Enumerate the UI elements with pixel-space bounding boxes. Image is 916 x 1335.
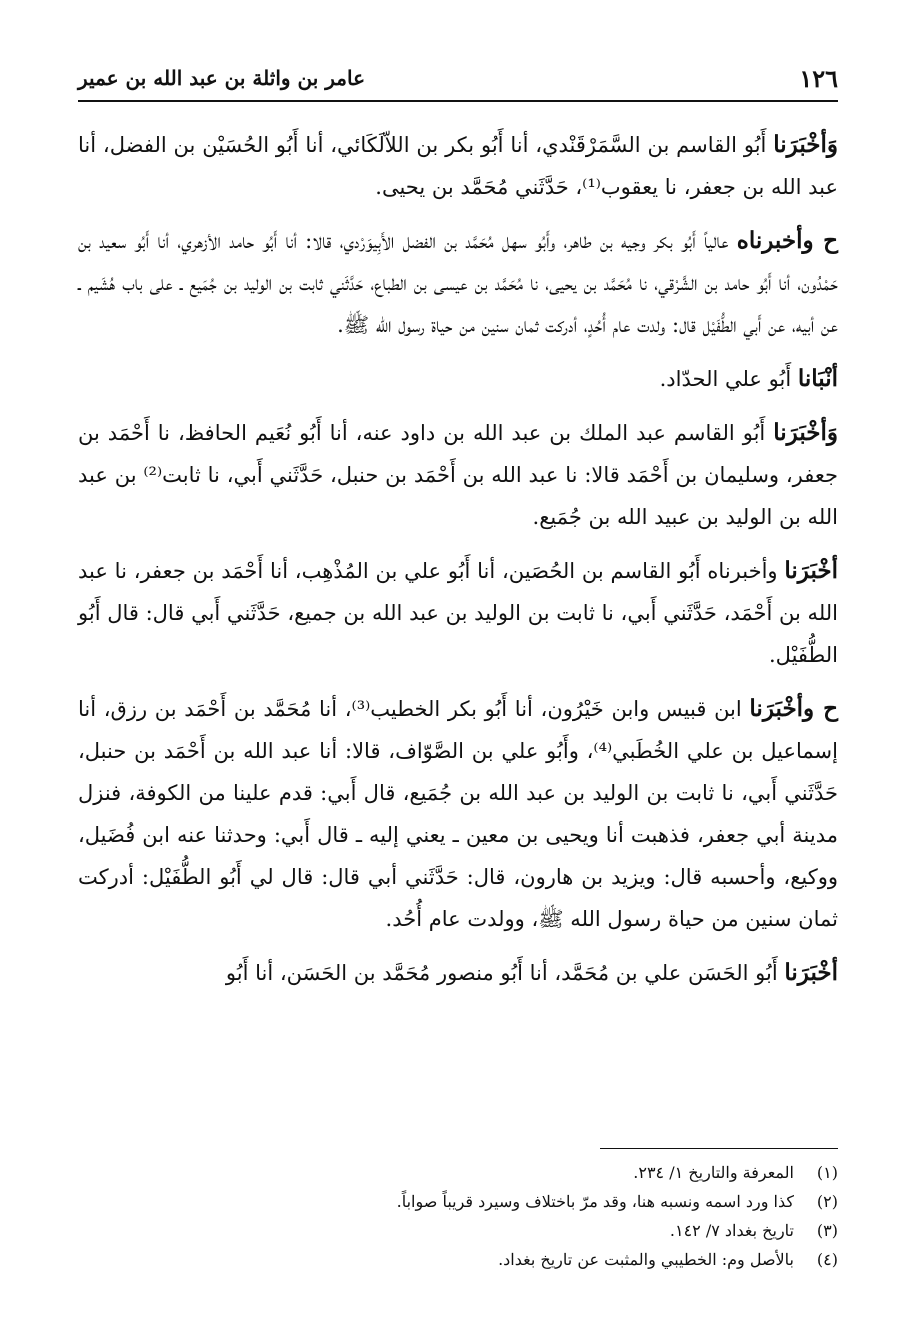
paragraph-text: ابن قبيس وابن خَيْرُون، أنا أَبُو بكر الخطيب⁽³⁾، أنا مُحَمَّد بن أَحْمَد بن رزق، أنا إسماعيل بن علي الخُطَبي⁽⁴⁾، وأَبُو علي بن الصَّوّاف، قالا: أنا عبد الله بن أَحْمَد بن حنبل، حَدَّثَني أَبي، نا ثابت بن الوليد بن عبد الله بن جُمَيع، قال أَبي: قدم علينا من الكوفة، فنزل مدينة أبي جعفر، فذهبت أنا ويحيى بن معين ـ يعني إليه ـ قال أَبي: وحدثنا عنه ابن فُضَيل، ووكيع، وأحسبه قال: ويزيد بن هارون، قال: حَدَّثَني أبي قال: قال لي أَبُو الطُّفَيْل: أدركت ثمان سنين من حياة رسول الله ﷺ، وولدت عام أُحُد. [78,697,838,931]
footnote-text: المعرفة والتاريخ ١/ ٢٣٤. [633,1163,794,1182]
paragraph-text: أَبُو الحَسَن علي بن مُحَمَّد، أنا أَبُو منصور مُحَمَّد بن الحَسَن، أنا أَبُو [225,961,785,985]
chain-lead-word: أخْبَرَنا [784,959,838,986]
paragraph [78,688,838,940]
chain-lead-word: وَأخْبَرَنا [773,419,838,446]
footnote-number: (٤) [816,1250,838,1269]
paragraph [78,952,838,994]
page-number: ١٢٦ [799,64,838,93]
chain-lead-word: ح وأخْبَرَنا [749,695,839,722]
footnote-text: تاريخ بغداد ٧/ ١٤٢. [669,1221,794,1240]
footnote-separator [600,1148,838,1149]
page-header [78,60,838,102]
paragraph [78,220,838,346]
running-title: عامر بن واثلة بن عبد الله بن عمير [78,66,366,90]
chain-lead-word: ح وأخبرناه [736,227,838,254]
chain-lead-word: وَأخْبَرَنا [773,131,838,158]
footnote-text: كذا ورد اسمه ونسبه هنا، وقد مرّ باختلاف وسيرد قريباً صواباً. [396,1192,794,1211]
paragraph-text: أَبُو القاسم بن السَّمَرْقَنْدي، أنا أَبُو بكر بن اللاّلَكَائي، أنا أَبُو الحُسَيْن بن الفضل، أنا عبد الله بن جعفر، نا يعقوب⁽¹⁾، حَدَّثَني مُحَمَّد بن يحيى. [78,133,838,199]
paragraph-text: عالياً أَبُو بكر وجيه بن طاهر، وأَبُو سهل مُحَمَّد بن الفضل الأَبِيوَرْدي، قالا: أنا أَبُو حامد الأزهري، أنا أَبُو سعيد بن حَمْدُون، أنا أَبُو حامد بن الشَّرْقي، نا مُحَمَّد بن يحيى، نا مُحَمَّد بن عيسى بن الطباع، حَدَّثَني ثابت بن الوليد بن جُمَيع ـ على باب هُشَيم ـ عن أبيه، عن أَبي الطُّفَيْل قال: ولدت عام أُحُدٍ، أدركت ثمان سنين من حياة رسول الله ﷺ. [78,229,838,337]
footnote-text: بالأصل وم: الخطيبي والمثبت عن تاريخ بغداد. [498,1250,794,1269]
footnote-number: (٢) [816,1192,838,1211]
footnote-number: (١) [816,1163,838,1182]
footnote [78,1158,838,1187]
chain-lead-word: أنْبَانا [797,365,838,392]
paragraph [78,412,838,538]
paragraph-text: أَبُو القاسم عبد الملك بن عبد الله بن داود عنه، أنا أَبُو نُعَيم الحافظ، نا أَحْمَد بن جعفر، وسليمان بن أَحْمَد قالا: نا عبد الله بن أَحْمَد بن حنبل، حَدَّثَني أَبي، نا ثابت⁽²⁾ بن عبد الله بن الوليد بن عبيد الله بن جُمَيع. [78,421,838,529]
paragraph-text: أَبُو علي الحدّاد. [659,367,798,391]
footnotes [78,1158,838,1274]
paragraph [78,358,838,400]
footnote [78,1216,838,1245]
main-text [78,124,838,1006]
paragraph-text: وأخبرناه أَبُو القاسم بن الحُصَين، أنا أَبُو علي بن المُذْهِب، أنا أَحْمَد بن جعفر، نا عبد الله بن أَحْمَد، حَدَّثَني أَبي، نا ثابت بن الوليد بن عبد الله بن جميع، حَدَّثَني أَبي قال: قال أَبُو الطُّفَيْل. [78,559,838,667]
chain-lead-word: أخْبَرَنا [784,557,838,584]
paragraph [78,550,838,676]
footnote [78,1245,838,1274]
footnote-number: (٣) [816,1221,838,1240]
paragraph [78,124,838,208]
footnote [78,1187,838,1216]
